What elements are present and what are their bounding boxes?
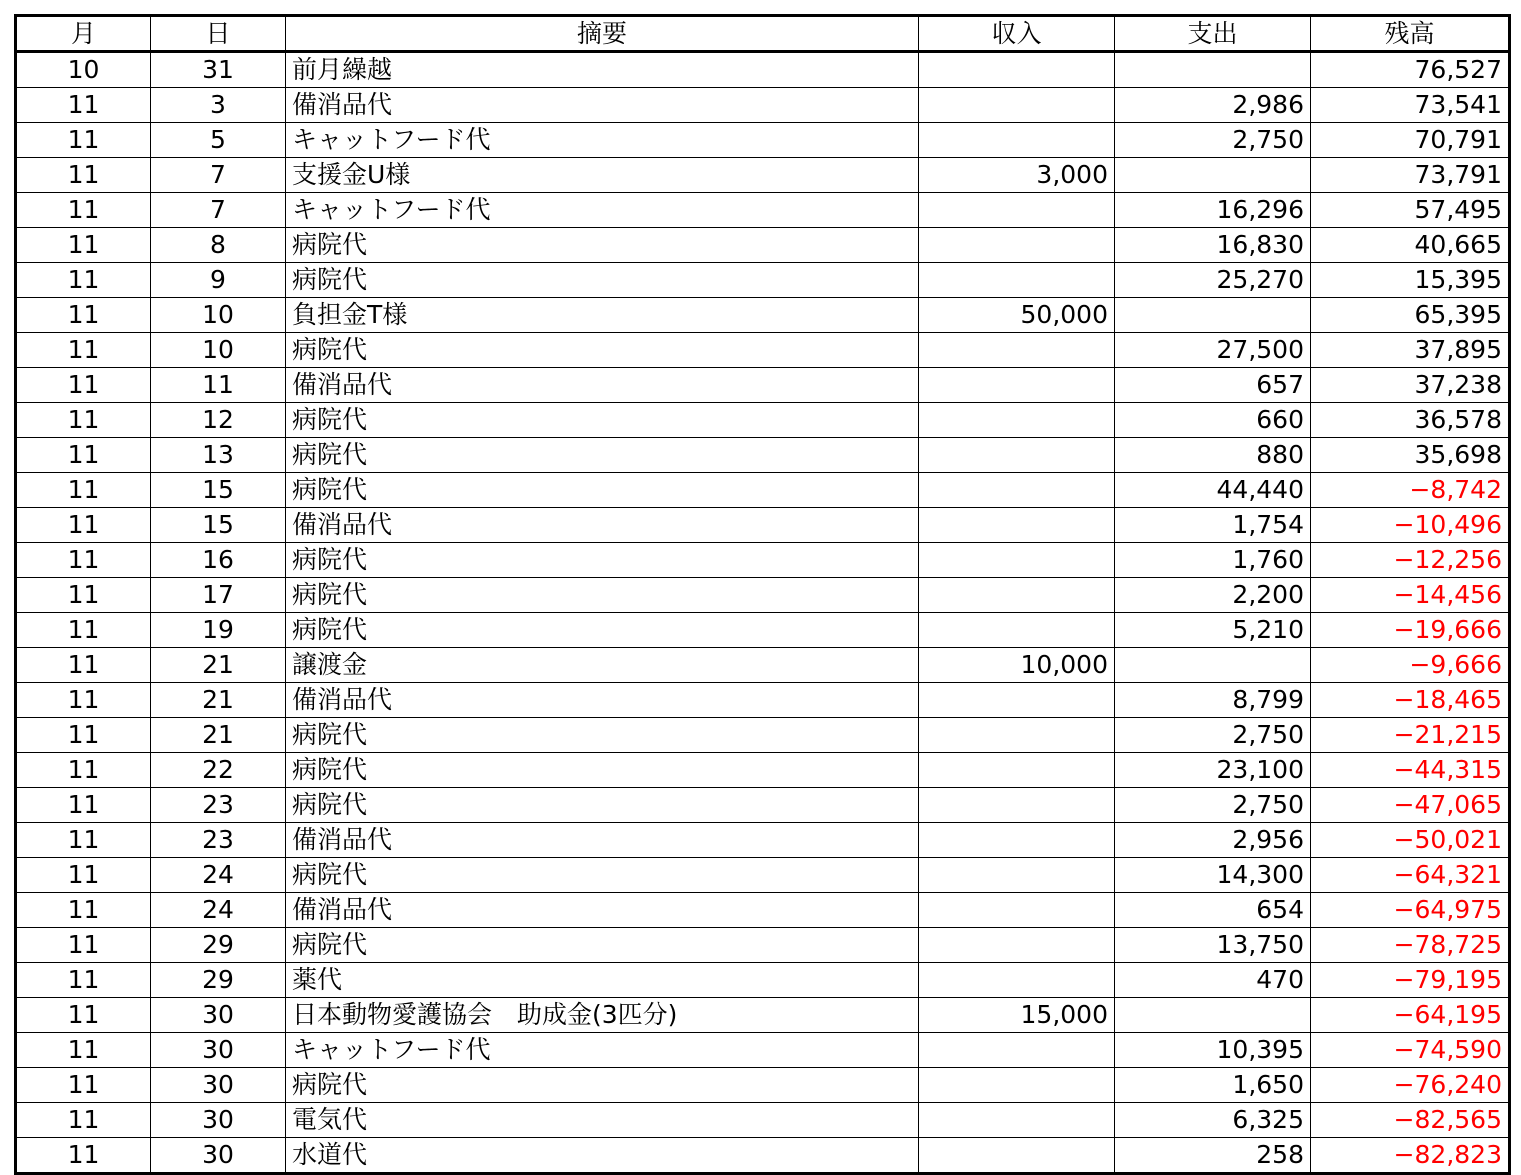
cell-income — [919, 963, 1115, 998]
cell-expense: 2,750 — [1115, 788, 1311, 823]
cell-day: 21 — [151, 648, 286, 683]
cell-month: 11 — [16, 893, 151, 928]
ledger-body — [16, 52, 1510, 1174]
cell-description: 負担金T様 — [286, 298, 919, 333]
cell-day: 30 — [151, 1138, 286, 1174]
cell-description: 備消品代 — [286, 683, 919, 718]
cell-description: 病院代 — [286, 613, 919, 648]
cell-balance: 35,698 — [1311, 438, 1510, 473]
cell-income — [919, 438, 1115, 473]
cell-expense — [1115, 158, 1311, 193]
cell-expense: 10,395 — [1115, 1033, 1311, 1068]
cell-expense: 23,100 — [1115, 753, 1311, 788]
cell-description: 病院代 — [286, 858, 919, 893]
cell-expense: 470 — [1115, 963, 1311, 998]
cell-income — [919, 333, 1115, 368]
table-row — [16, 823, 1510, 858]
cell-income — [919, 753, 1115, 788]
cell-description: キャットフード代 — [286, 1033, 919, 1068]
cell-month: 11 — [16, 578, 151, 613]
cell-day: 17 — [151, 578, 286, 613]
table-row — [16, 473, 1510, 508]
cell-balance: −64,195 — [1311, 998, 1510, 1033]
cell-balance: 73,791 — [1311, 158, 1510, 193]
cell-income — [919, 473, 1115, 508]
cell-day: 7 — [151, 158, 286, 193]
cell-expense — [1115, 648, 1311, 683]
cell-balance: −9,666 — [1311, 648, 1510, 683]
cell-balance: −18,465 — [1311, 683, 1510, 718]
table-row — [16, 718, 1510, 753]
table-row — [16, 578, 1510, 613]
cell-description: 病院代 — [286, 228, 919, 263]
table-row — [16, 88, 1510, 123]
cell-balance: 73,541 — [1311, 88, 1510, 123]
cell-day: 21 — [151, 683, 286, 718]
table-row — [16, 613, 1510, 648]
cell-day: 24 — [151, 858, 286, 893]
cell-balance: 37,238 — [1311, 368, 1510, 403]
cell-description: 備消品代 — [286, 88, 919, 123]
cell-income — [919, 123, 1115, 158]
cell-description: 病院代 — [286, 578, 919, 613]
cell-description: 水道代 — [286, 1138, 919, 1174]
cell-description: 薬代 — [286, 963, 919, 998]
cell-month: 11 — [16, 613, 151, 648]
cell-balance: −19,666 — [1311, 613, 1510, 648]
cell-expense: 258 — [1115, 1138, 1311, 1174]
cell-expense: 654 — [1115, 893, 1311, 928]
cell-expense: 660 — [1115, 403, 1311, 438]
cell-month: 10 — [16, 52, 151, 88]
table-row — [16, 298, 1510, 333]
cell-day: 16 — [151, 543, 286, 578]
cell-expense: 16,830 — [1115, 228, 1311, 263]
table-row — [16, 648, 1510, 683]
cell-balance: −10,496 — [1311, 508, 1510, 543]
cell-description: 備消品代 — [286, 823, 919, 858]
header-row — [16, 16, 1510, 52]
cell-day: 10 — [151, 333, 286, 368]
table-row — [16, 1068, 1510, 1103]
cell-income — [919, 1103, 1115, 1138]
cell-expense: 6,325 — [1115, 1103, 1311, 1138]
cell-income: 10,000 — [919, 648, 1115, 683]
table-row — [16, 438, 1510, 473]
cell-description: 病院代 — [286, 753, 919, 788]
cell-expense: 25,270 — [1115, 263, 1311, 298]
cell-expense: 1,760 — [1115, 543, 1311, 578]
cell-month: 11 — [16, 368, 151, 403]
cell-day: 24 — [151, 893, 286, 928]
table-row — [16, 403, 1510, 438]
cell-balance: −82,823 — [1311, 1138, 1510, 1174]
table-row — [16, 1033, 1510, 1068]
cell-income — [919, 1138, 1115, 1174]
cell-month: 11 — [16, 473, 151, 508]
cell-day: 21 — [151, 718, 286, 753]
cell-month: 11 — [16, 683, 151, 718]
cell-description: 日本動物愛護協会 助成金(3匹分) — [286, 998, 919, 1033]
cell-income: 50,000 — [919, 298, 1115, 333]
cell-day: 3 — [151, 88, 286, 123]
cell-month: 11 — [16, 508, 151, 543]
cell-balance: −64,321 — [1311, 858, 1510, 893]
header-income: 収入 — [919, 16, 1115, 52]
cell-income — [919, 228, 1115, 263]
cell-month: 11 — [16, 193, 151, 228]
table-row — [16, 1138, 1510, 1174]
cell-balance: −78,725 — [1311, 928, 1510, 963]
cell-description: 病院代 — [286, 928, 919, 963]
cell-day: 15 — [151, 508, 286, 543]
cell-balance: 70,791 — [1311, 123, 1510, 158]
cell-month: 11 — [16, 823, 151, 858]
cell-expense — [1115, 298, 1311, 333]
cell-day: 15 — [151, 473, 286, 508]
cell-description: 病院代 — [286, 1068, 919, 1103]
cell-expense — [1115, 52, 1311, 88]
cell-income — [919, 508, 1115, 543]
cell-expense: 2,200 — [1115, 578, 1311, 613]
cell-expense: 16,296 — [1115, 193, 1311, 228]
cell-day: 8 — [151, 228, 286, 263]
cell-day: 29 — [151, 963, 286, 998]
table-row — [16, 368, 1510, 403]
cell-description: 病院代 — [286, 438, 919, 473]
cell-balance: 57,495 — [1311, 193, 1510, 228]
cell-description: 電気代 — [286, 1103, 919, 1138]
cell-month: 11 — [16, 753, 151, 788]
cell-day: 22 — [151, 753, 286, 788]
header-expense: 支出 — [1115, 16, 1311, 52]
cell-balance: −64,975 — [1311, 893, 1510, 928]
cell-day: 9 — [151, 263, 286, 298]
cell-balance: 36,578 — [1311, 403, 1510, 438]
cell-balance: −50,021 — [1311, 823, 1510, 858]
table-row — [16, 123, 1510, 158]
cell-description: 病院代 — [286, 718, 919, 753]
ledger-table — [14, 14, 1511, 1175]
cell-description: キャットフード代 — [286, 193, 919, 228]
cell-day: 30 — [151, 1103, 286, 1138]
cell-balance: 65,395 — [1311, 298, 1510, 333]
cell-month: 11 — [16, 1033, 151, 1068]
table-row — [16, 858, 1510, 893]
cell-expense: 2,986 — [1115, 88, 1311, 123]
cell-month: 11 — [16, 928, 151, 963]
cell-month: 11 — [16, 788, 151, 823]
cell-expense: 8,799 — [1115, 683, 1311, 718]
cell-description: 病院代 — [286, 263, 919, 298]
cell-income — [919, 613, 1115, 648]
cell-balance: 76,527 — [1311, 52, 1510, 88]
table-row — [16, 193, 1510, 228]
cell-month: 11 — [16, 1138, 151, 1174]
cell-month: 11 — [16, 123, 151, 158]
header-description: 摘要 — [286, 16, 919, 52]
table-row — [16, 963, 1510, 998]
cell-income — [919, 1068, 1115, 1103]
cell-day: 31 — [151, 52, 286, 88]
cell-day: 5 — [151, 123, 286, 158]
cell-expense: 14,300 — [1115, 858, 1311, 893]
cell-income — [919, 88, 1115, 123]
cell-income — [919, 823, 1115, 858]
cell-expense: 2,956 — [1115, 823, 1311, 858]
cell-income — [919, 683, 1115, 718]
cell-balance: 15,395 — [1311, 263, 1510, 298]
table-row — [16, 508, 1510, 543]
table-row — [16, 158, 1510, 193]
cell-expense: 13,750 — [1115, 928, 1311, 963]
cell-day: 23 — [151, 823, 286, 858]
cell-description: 前月繰越 — [286, 52, 919, 88]
cell-income — [919, 368, 1115, 403]
cell-month: 11 — [16, 438, 151, 473]
table-row — [16, 683, 1510, 718]
cell-balance: −79,195 — [1311, 963, 1510, 998]
table-row — [16, 928, 1510, 963]
cell-description: 備消品代 — [286, 368, 919, 403]
table-row — [16, 543, 1510, 578]
cell-month: 11 — [16, 1103, 151, 1138]
header-day: 日 — [151, 16, 286, 52]
cell-income — [919, 928, 1115, 963]
cell-month: 11 — [16, 263, 151, 298]
cell-expense: 880 — [1115, 438, 1311, 473]
cell-day: 11 — [151, 368, 286, 403]
cell-description: 備消品代 — [286, 508, 919, 543]
cell-month: 11 — [16, 228, 151, 263]
cell-day: 13 — [151, 438, 286, 473]
cell-day: 29 — [151, 928, 286, 963]
table-row — [16, 1103, 1510, 1138]
cell-income — [919, 578, 1115, 613]
cell-income — [919, 788, 1115, 823]
cell-month: 11 — [16, 298, 151, 333]
cell-description: 病院代 — [286, 403, 919, 438]
header-month: 月 — [16, 16, 151, 52]
table-row — [16, 52, 1510, 88]
cell-month: 11 — [16, 998, 151, 1033]
cell-month: 11 — [16, 963, 151, 998]
cell-description: 病院代 — [286, 473, 919, 508]
cell-expense: 27,500 — [1115, 333, 1311, 368]
cell-balance: −76,240 — [1311, 1068, 1510, 1103]
cell-income: 15,000 — [919, 998, 1115, 1033]
cell-month: 11 — [16, 1068, 151, 1103]
cell-income: 3,000 — [919, 158, 1115, 193]
cell-income — [919, 893, 1115, 928]
cell-expense: 2,750 — [1115, 123, 1311, 158]
cell-description: 病院代 — [286, 333, 919, 368]
cell-balance: −82,565 — [1311, 1103, 1510, 1138]
cell-day: 30 — [151, 1068, 286, 1103]
cell-description: 病院代 — [286, 788, 919, 823]
cell-month: 11 — [16, 333, 151, 368]
cell-expense: 1,754 — [1115, 508, 1311, 543]
cell-month: 11 — [16, 158, 151, 193]
cell-month: 11 — [16, 718, 151, 753]
cell-income — [919, 193, 1115, 228]
cell-balance: 40,665 — [1311, 228, 1510, 263]
cell-income — [919, 718, 1115, 753]
cell-income — [919, 858, 1115, 893]
cell-balance: 37,895 — [1311, 333, 1510, 368]
table-row — [16, 893, 1510, 928]
cell-description: 譲渡金 — [286, 648, 919, 683]
cell-expense — [1115, 998, 1311, 1033]
cell-month: 11 — [16, 543, 151, 578]
cell-expense: 44,440 — [1115, 473, 1311, 508]
cell-day: 23 — [151, 788, 286, 823]
cell-expense: 2,750 — [1115, 718, 1311, 753]
cell-day: 30 — [151, 1033, 286, 1068]
cell-expense: 1,650 — [1115, 1068, 1311, 1103]
cell-description: 病院代 — [286, 543, 919, 578]
cell-day: 12 — [151, 403, 286, 438]
cell-income — [919, 1033, 1115, 1068]
cell-day: 19 — [151, 613, 286, 648]
cell-description: キャットフード代 — [286, 123, 919, 158]
table-row — [16, 788, 1510, 823]
cell-income — [919, 52, 1115, 88]
cell-income — [919, 263, 1115, 298]
cell-day: 10 — [151, 298, 286, 333]
cell-description: 備消品代 — [286, 893, 919, 928]
table-row — [16, 333, 1510, 368]
cell-month: 11 — [16, 88, 151, 123]
cell-balance: −74,590 — [1311, 1033, 1510, 1068]
table-row — [16, 998, 1510, 1033]
table-row — [16, 228, 1510, 263]
cell-income — [919, 543, 1115, 578]
table-row — [16, 753, 1510, 788]
cell-description: 支援金U様 — [286, 158, 919, 193]
cell-expense: 657 — [1115, 368, 1311, 403]
cell-balance: −14,456 — [1311, 578, 1510, 613]
cell-day: 30 — [151, 998, 286, 1033]
cell-balance: −21,215 — [1311, 718, 1510, 753]
cell-expense: 5,210 — [1115, 613, 1311, 648]
table-row — [16, 263, 1510, 298]
cell-month: 11 — [16, 858, 151, 893]
cell-balance: −44,315 — [1311, 753, 1510, 788]
cell-balance: −47,065 — [1311, 788, 1510, 823]
cell-balance: −12,256 — [1311, 543, 1510, 578]
cell-month: 11 — [16, 403, 151, 438]
cell-month: 11 — [16, 648, 151, 683]
cell-balance: −8,742 — [1311, 473, 1510, 508]
header-balance: 残高 — [1311, 16, 1510, 52]
cell-day: 7 — [151, 193, 286, 228]
cell-income — [919, 403, 1115, 438]
